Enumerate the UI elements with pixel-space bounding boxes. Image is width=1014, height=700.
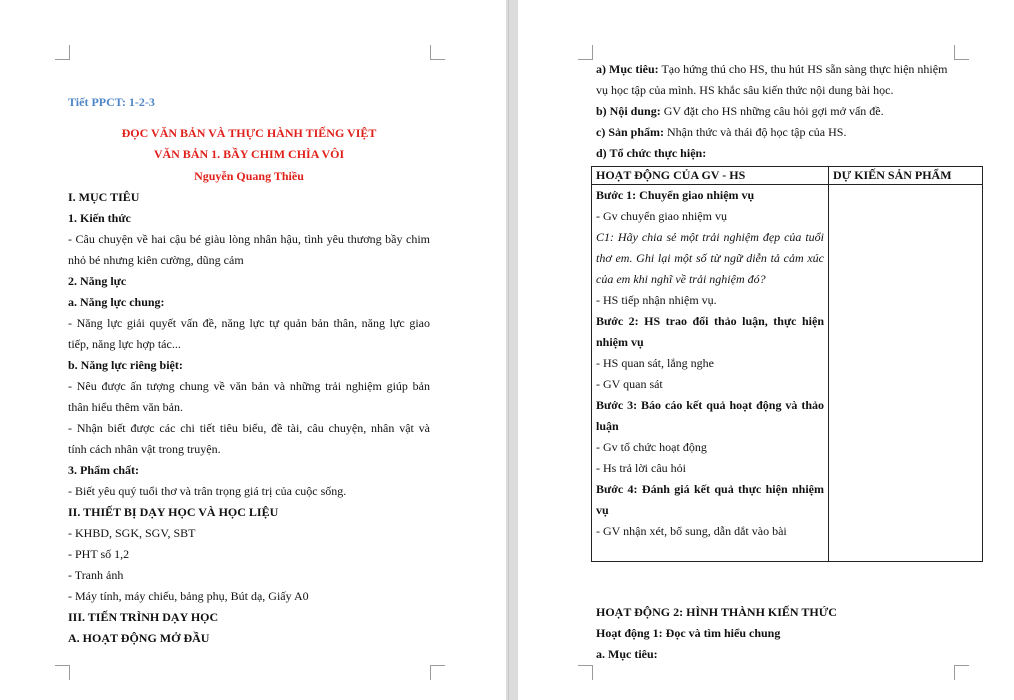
document-page-right [518, 0, 1014, 700]
question-line: của em khi nghĩ về trải nghiệm đó? [596, 272, 766, 286]
list-item: - PHT số 1,2 [68, 547, 130, 561]
step-heading: vụ [596, 503, 609, 517]
paragraph-line: tiếp, năng lực hợp tác... [68, 337, 181, 351]
product-line [596, 125, 846, 140]
paragraph-line: - Biết yêu quý tuổi thơ và trân trọng giá trị của cuộc sống. [68, 484, 347, 498]
heading: II. THIẾT BỊ DẠY HỌC VÀ HỌC LIỆU [68, 505, 279, 519]
author-name: Nguyễn Quang Thiều [194, 169, 304, 183]
cell-line: - GV nhận xét, bổ sung, dẫn dắt vào bài [596, 524, 787, 538]
paragraph-line: - Năng lực giải quyết vấn đề, năng lực tự quản bản thân, năng lực giao [68, 316, 430, 330]
paragraph-line: tính cách nhân vật trong truyện. [68, 442, 221, 456]
table-header-row [592, 167, 983, 185]
subheading: a. Năng lực chung: [68, 295, 165, 309]
paragraph-line: - Câu chuyện về hai cậu bé giàu lòng nhân hậu, tình yêu thương bầy chim [68, 232, 430, 246]
crop-mark [55, 665, 70, 680]
paragraph-line: nhỏ bé nhưng kiên cường, dũng cảm [68, 253, 244, 267]
table-row [592, 185, 983, 562]
text-title: VĂN BẢN 1. BẦY CHIM CHÌA VÔI [153, 147, 345, 161]
expected-product-cell [829, 185, 983, 562]
step-heading: Bước 1: Chuyển giao nhiệm vụ [596, 188, 755, 202]
crop-mark [578, 665, 593, 680]
subheading: b. Năng lực riêng biệt: [68, 358, 183, 372]
crop-mark [578, 45, 593, 60]
paragraph-line: thân hiểu thêm văn bản. [68, 400, 183, 414]
step-heading: luận [596, 419, 619, 433]
content-text: GV đặt cho HS những câu hỏi gợi mở vấn đề. [660, 104, 884, 118]
list-item: - Máy tính, máy chiếu, bảng phụ, Bút dạ, Giấy A0 [68, 589, 309, 603]
goal-line [596, 62, 947, 77]
product-text: Nhận thức và thái độ học tập của HS. [664, 125, 847, 139]
goal-heading: a. Mục tiêu: [596, 647, 658, 661]
subheading: 3. Phẩm chất: [68, 463, 139, 477]
cell-line: - GV quan sát [596, 377, 663, 391]
crop-mark [55, 45, 70, 60]
question-line: C1: Hãy chia sẻ một trải nghiệm đẹp của tuổi [596, 230, 824, 244]
cell-line: - HS tiếp nhận nhiệm vụ. [596, 293, 717, 307]
heading: A. HOẠT ĐỘNG MỞ ĐẦU [68, 631, 210, 645]
section-heading: HOẠT ĐỘNG 2: HÌNH THÀNH KIẾN THỨC [596, 605, 837, 619]
content-line [596, 104, 884, 119]
activity-cell [592, 185, 829, 562]
paragraph-line: - Nêu được ấn tượng chung về văn bản và những trải nghiệm giúp bản [68, 379, 430, 393]
list-item: - Tranh ảnh [68, 568, 124, 582]
step-heading: Bước 2: HS trao đổi thảo luận, thực hiện [596, 314, 824, 328]
step-heading: Bước 3: Báo cáo kết quả hoạt động và thảo [596, 398, 824, 412]
step-heading: nhiệm vụ [596, 335, 644, 349]
organization-label: d) Tổ chức thực hiện: [596, 146, 707, 160]
crop-mark [954, 45, 969, 60]
cell-line: - Gv tổ chức hoạt động [596, 440, 707, 454]
document-page-left [0, 0, 506, 700]
subheading: 2. Năng lực [68, 274, 127, 288]
crop-mark [430, 665, 445, 680]
lesson-title: ĐỌC VĂN BẢN VÀ THỰC HÀNH TIẾNG VIỆT [121, 126, 377, 140]
content-label: b) Nội dung: [596, 104, 661, 118]
step-heading: Bước 4: Đánh giá kết quả thực hiện nhiệm [596, 482, 824, 496]
crop-mark [954, 665, 969, 680]
goal-line-2: vụ học tập của mình. HS khắc sâu kiến thức nội dung bài học. [596, 83, 894, 97]
heading: I. MỤC TIÊU [68, 190, 140, 204]
question-line: thơ em. Ghi lại một số từ ngữ diễn tả cảm xúc [596, 251, 824, 265]
page-gap [506, 0, 518, 700]
heading: III. TIẾN TRÌNH DẠY HỌC [68, 610, 219, 624]
cell-line: - HS quan sát, lắng nghe [596, 356, 714, 370]
product-label: c) Sản phẩm: [596, 125, 665, 139]
cell-line: - Gv chuyển giao nhiệm vụ [596, 209, 727, 223]
table-header-expected-product: DỰ KIẾN SẢN PHẨM [829, 167, 983, 185]
subheading: 1. Kiến thức [68, 211, 131, 225]
list-item: - KHBD, SGK, SGV, SBT [68, 526, 196, 540]
goal-label: a) Mục tiêu: [596, 62, 659, 76]
period-label: Tiết PPCT: 1-2-3 [68, 95, 155, 109]
cell-line: - Hs trả lời câu hỏi [596, 461, 686, 475]
activity-heading: Hoạt động 1: Đọc và tìm hiểu chung [596, 626, 781, 640]
goal-text: Tạo hứng thú cho HS, thu hút HS sẵn sàng thực hiện nhiệm [658, 62, 948, 76]
paragraph-line: - Nhận biết được các chi tiết tiêu biểu, đề tài, câu chuyện, nhân vật và [68, 421, 430, 435]
activity-table [591, 166, 983, 562]
table-header-activity: HOẠT ĐỘNG CỦA GV - HS [592, 167, 829, 185]
crop-mark [430, 45, 445, 60]
